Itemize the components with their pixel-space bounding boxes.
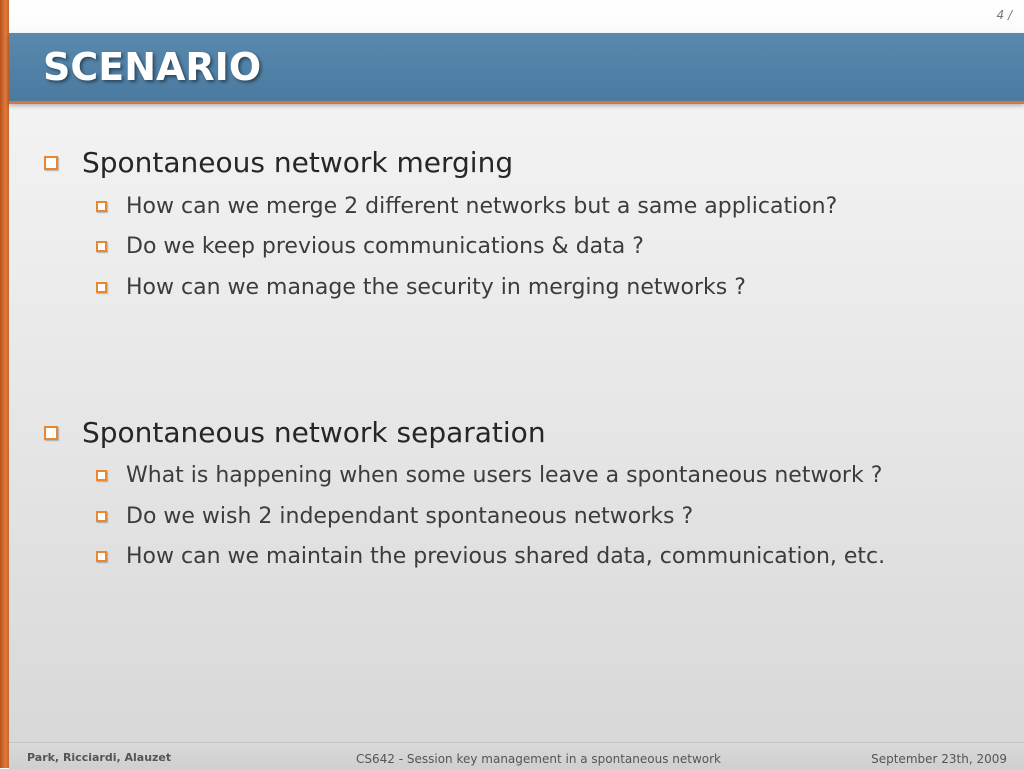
bullet-level2 (96, 463, 882, 488)
bullet-text: Do we wish 2 independant spontaneous networks ? (126, 504, 694, 529)
bullet-level2 (96, 504, 693, 529)
bullet-text: What is happening when some users leave a spontaneous network ? (126, 463, 883, 488)
square-bullet-icon (96, 282, 107, 293)
footer-date: September 23th, 2009 (871, 752, 1007, 766)
bullet-level2 (96, 275, 746, 300)
left-accent-bar (0, 0, 9, 768)
bullet-text: How can we manage the security in merging networks ? (126, 275, 746, 300)
square-bullet-icon (96, 470, 107, 481)
page-number: 4 / (996, 8, 1012, 22)
square-bullet-icon (44, 426, 58, 440)
bullet-level2 (96, 194, 837, 219)
square-bullet-icon (96, 201, 107, 212)
square-bullet-icon (44, 156, 58, 170)
bullet-text: Do we keep previous communications & data ? (126, 234, 644, 259)
bullet-text: How can we maintain the previous shared data, communication, etc. (126, 544, 886, 569)
square-bullet-icon (96, 511, 107, 522)
bullet-level2 (96, 544, 885, 569)
footer-title: CS642 - Session key management in a spontaneous network (356, 752, 722, 766)
bullet-text: How can we merge 2 different networks but a same application? (126, 194, 838, 219)
section-heading: Spontaneous network separation (82, 416, 546, 449)
bullet-level1 (44, 416, 546, 449)
square-bullet-icon (96, 241, 107, 252)
title-band (9, 33, 1024, 104)
footer-authors: Park, Ricciardi, Alauzet (27, 751, 172, 764)
footer-bar (9, 742, 1024, 769)
bullet-level1 (44, 146, 513, 179)
square-bullet-icon (96, 551, 107, 562)
slide-title: SCENARIO (43, 45, 262, 89)
bullet-level2 (96, 234, 644, 259)
section-heading: Spontaneous network merging (82, 146, 514, 179)
